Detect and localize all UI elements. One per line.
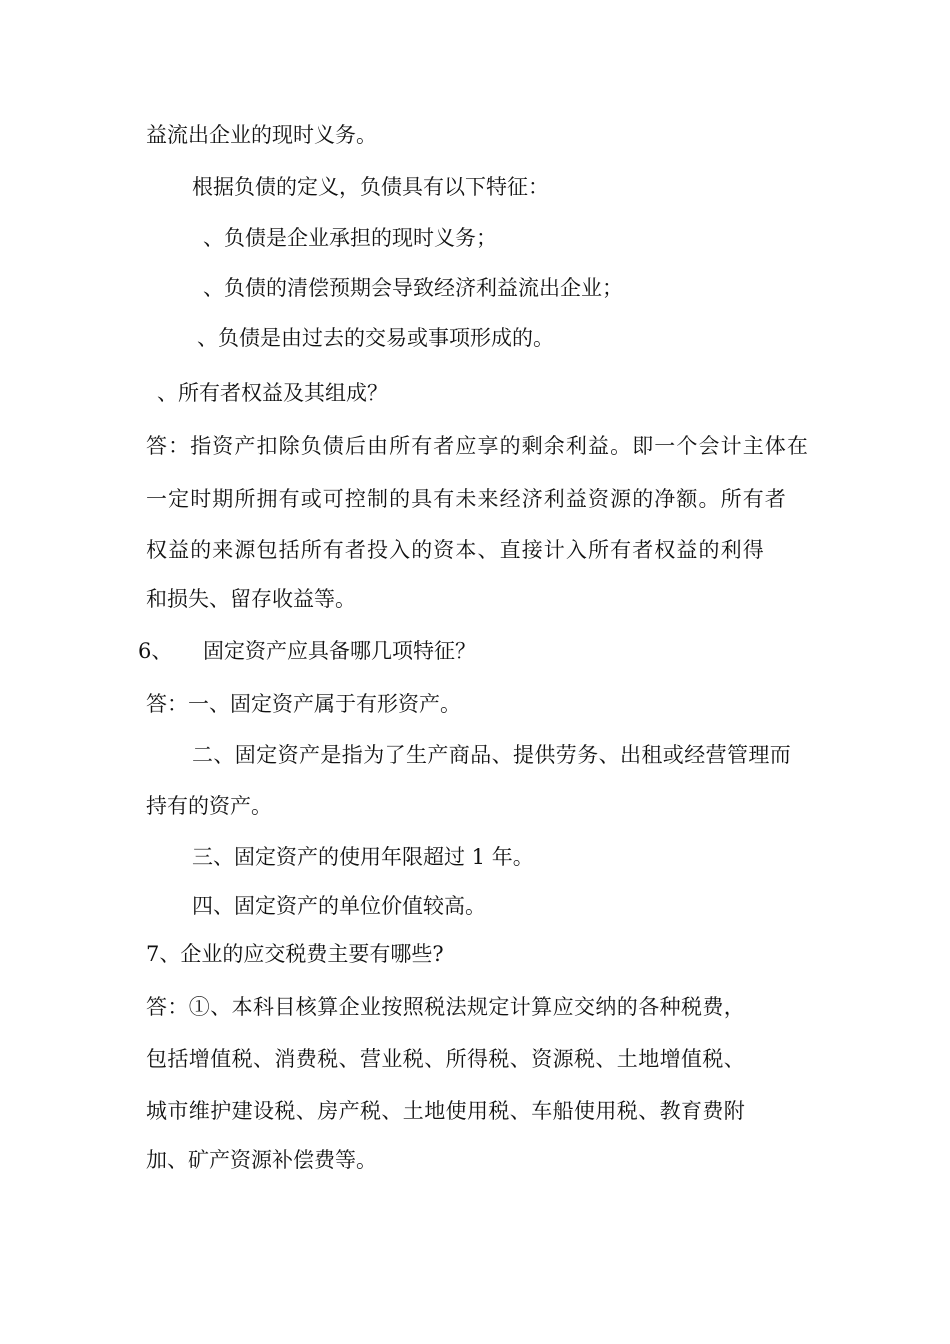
paragraph-line: 二、固定资产是指为了生产商品、提供劳务、出租或经营管理而 — [192, 743, 792, 767]
question-heading: 7、企业的应交税费主要有哪些? — [146, 942, 444, 966]
question-heading: 固定资产应具备哪几项特征？ — [203, 639, 476, 663]
paragraph-line: 答：指资产扣除负债后由所有者应享的剩余利益。即一个会计主体在 — [146, 434, 809, 458]
paragraph-line: 持有的资产。 — [146, 794, 272, 818]
paragraph-line: 和损失、留存收益等。 — [146, 587, 356, 611]
list-item: 、负债是由过去的交易或事项形成的。 — [197, 326, 554, 350]
paragraph-line: 根据负债的定义，负债具有以下特征： — [192, 175, 549, 199]
paragraph-line: 答：一、固定资产属于有形资产。 — [146, 692, 461, 716]
question-number: 6、 — [138, 639, 173, 663]
list-item: 、负债的清偿预期会导致经济利益流出企业； — [203, 276, 623, 300]
paragraph-line: 加、矿产资源补偿费等。 — [146, 1148, 377, 1172]
paragraph-line: 答：①、本科目核算企业按照税法规定计算应交纳的各种税费， — [146, 995, 746, 1019]
question-heading: 、所有者权益及其组成？ — [157, 381, 388, 405]
paragraph-line: 权益的来源包括所有者投入的资本、直接计入所有者权益的利得 — [146, 538, 765, 562]
list-item: 、负债是企业承担的现时义务； — [203, 226, 497, 250]
paragraph-line: 益流出企业的现时义务。 — [146, 123, 377, 147]
paragraph-line: 三、固定资产的使用年限超过 1 年。 — [192, 845, 534, 869]
paragraph-line: 城市维护建设税、房产税、土地使用税、车船使用税、教育费附 — [146, 1099, 746, 1123]
paragraph-line: 一定时期所拥有或可控制的具有未来经济利益资源的净额。所有者 — [146, 487, 787, 511]
paragraph-line: 包括增值税、消费税、营业税、所得税、资源税、土地增值税、 — [146, 1047, 746, 1071]
paragraph-line: 四、固定资产的单位价值较高。 — [192, 894, 486, 918]
